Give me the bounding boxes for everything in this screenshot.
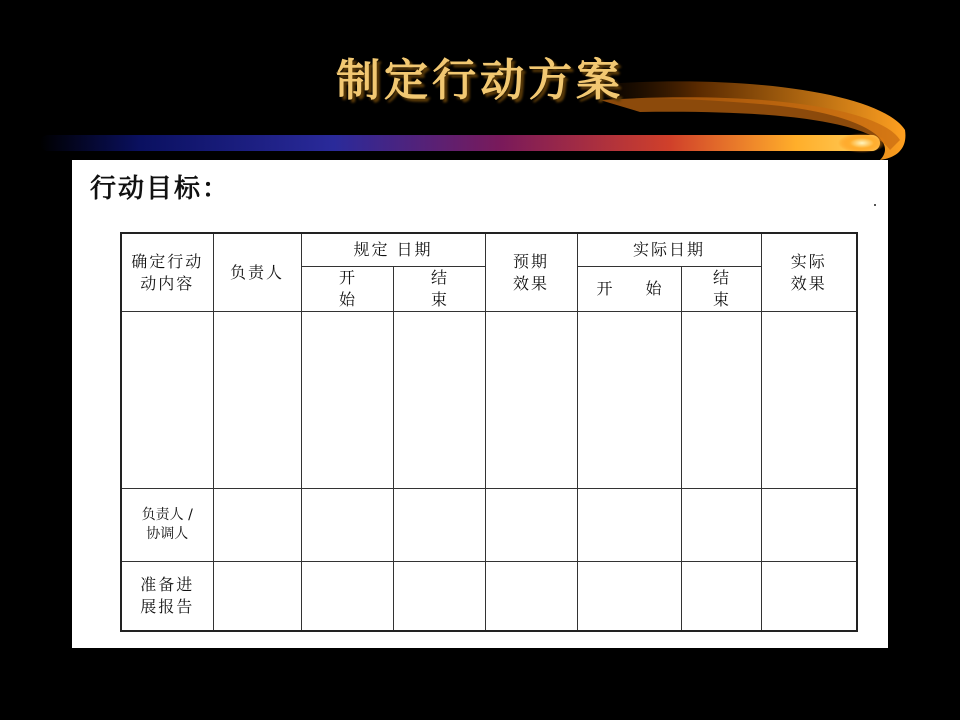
table-row <box>121 489 857 562</box>
table-cell[interactable] <box>761 312 857 489</box>
goal-label: 行动目标： <box>90 174 231 204</box>
table-cell[interactable] <box>681 489 761 562</box>
row-label-progress-report: 准备进 展报告 <box>121 562 213 632</box>
action-plan-table <box>120 232 858 632</box>
table-cell[interactable] <box>577 489 681 562</box>
header-actual-end: 结 束 <box>681 267 761 312</box>
header-actual-date: 实际日期 <box>577 233 761 267</box>
table-cell[interactable] <box>681 562 761 632</box>
table-cell[interactable] <box>213 312 301 489</box>
table-cell[interactable] <box>121 312 213 489</box>
header-owner: 负责人 <box>213 233 301 312</box>
table-cell[interactable] <box>681 312 761 489</box>
header-planned-end: 结 束 <box>393 267 485 312</box>
speck <box>874 204 876 206</box>
table-cell[interactable] <box>761 562 857 632</box>
table-cell[interactable] <box>393 489 485 562</box>
table-row <box>121 562 857 632</box>
header-action-content: 确定行动 动内容 <box>121 233 213 312</box>
table-cell[interactable] <box>393 562 485 632</box>
header-planned-start: 开 始 <box>301 267 393 312</box>
table-cell[interactable] <box>577 562 681 632</box>
header-expected-effect: 预期 效果 <box>485 233 577 312</box>
table-cell[interactable] <box>393 312 485 489</box>
content-panel <box>72 160 888 648</box>
header-planned-date: 规定 日期 <box>301 233 485 267</box>
header-actual-effect: 实际 效果 <box>761 233 857 312</box>
table-cell[interactable] <box>485 489 577 562</box>
table-cell[interactable] <box>761 489 857 562</box>
table-cell[interactable] <box>213 562 301 632</box>
table-cell[interactable] <box>301 312 393 489</box>
table-cell[interactable] <box>301 489 393 562</box>
header-actual-start: 开 始 <box>577 267 681 312</box>
table-cell[interactable] <box>213 489 301 562</box>
table-cell[interactable] <box>301 562 393 632</box>
table-cell[interactable] <box>577 312 681 489</box>
table-cell[interactable] <box>485 312 577 489</box>
row-label-owner-coordinator: 负责人 / 协调人 <box>121 489 213 562</box>
table-row <box>121 312 857 489</box>
slide-title: 制定行动方案 <box>336 55 624 106</box>
table-cell[interactable] <box>485 562 577 632</box>
